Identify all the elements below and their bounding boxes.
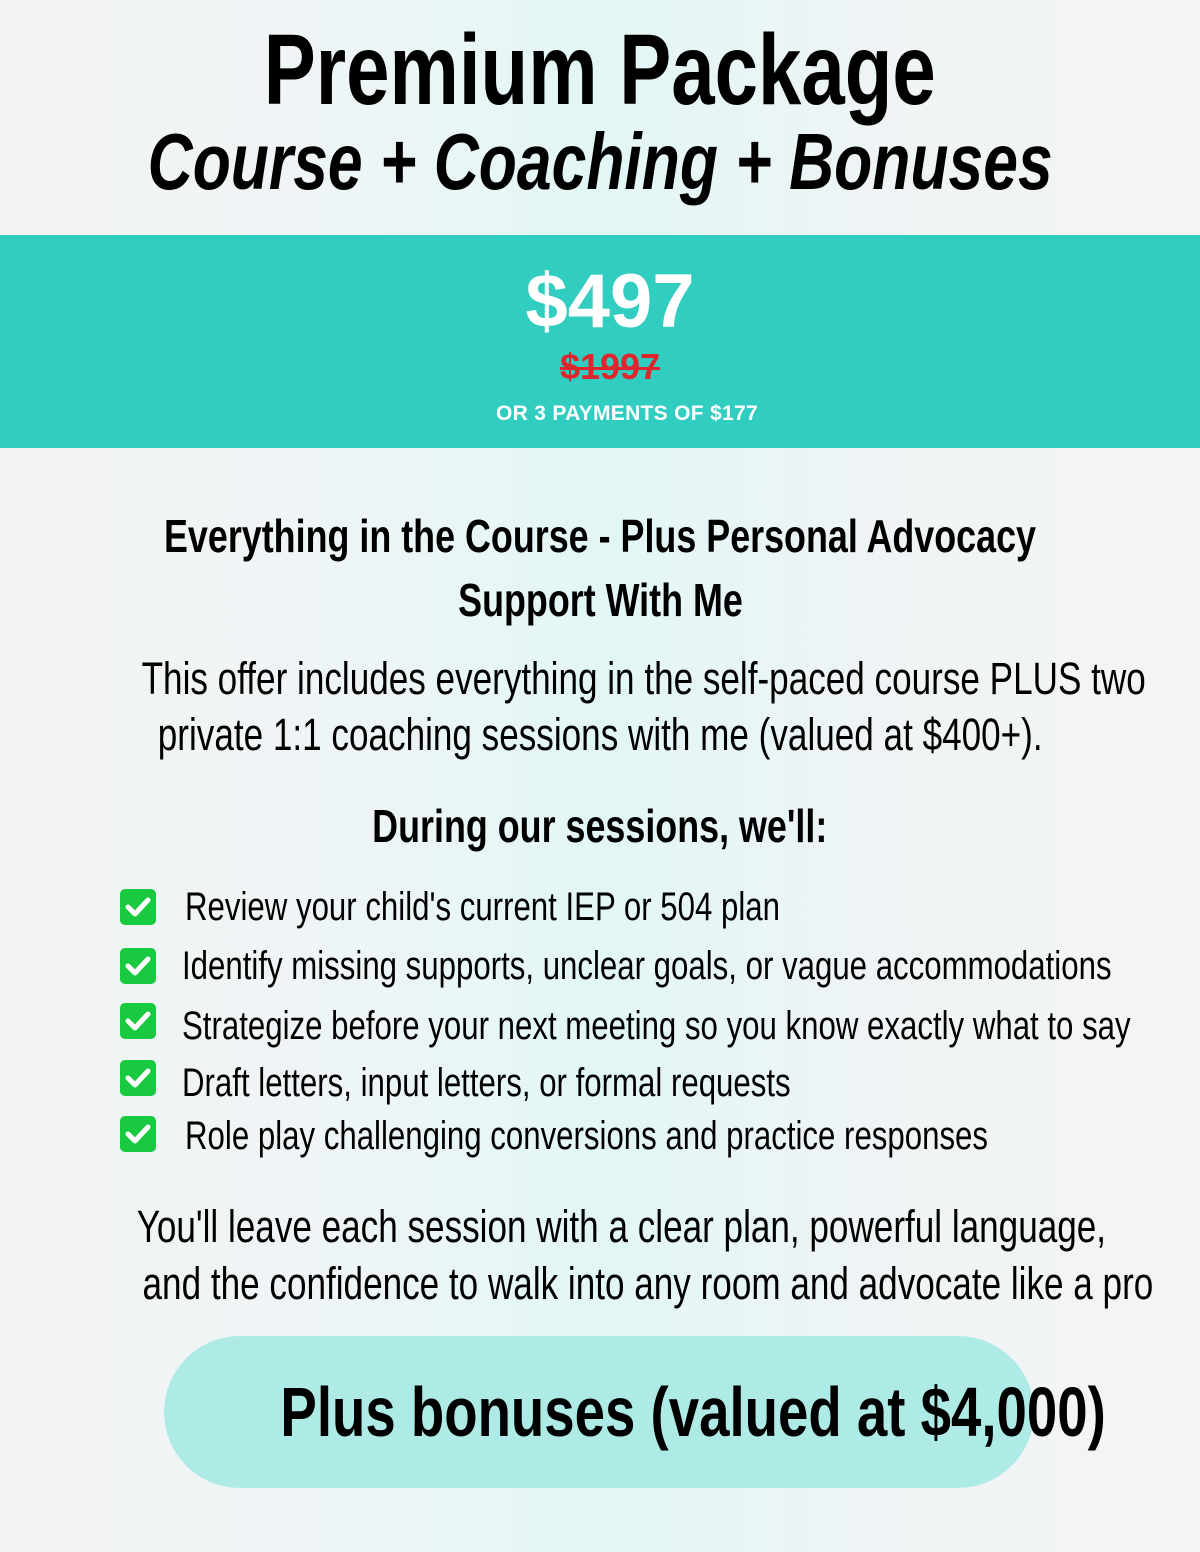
- package-subtitle-text: Course + Coaching + Bonuses: [147, 117, 1053, 206]
- sessions-heading-text: During our sessions, we'll:: [372, 800, 828, 852]
- bonus-banner: [164, 1336, 1106, 1488]
- intro-body-text-1: This offer includes everything in the self-paced course PLUS two: [141, 653, 1146, 704]
- sessions-heading: [0, 796, 1200, 856]
- checklist-item: [120, 1058, 1160, 1108]
- package-subtitle: [0, 116, 1200, 208]
- checklist-item: [120, 1001, 1160, 1051]
- intro-body-text-2: private 1:1 coaching sessions with me (valued at $400+).: [157, 709, 1043, 760]
- checklist-item: [120, 882, 1160, 932]
- intro-body-line-2: [0, 707, 1200, 763]
- current-price: $497: [525, 259, 695, 344]
- closing-text-2: and the confidence to walk into any room and advocate like a pro: [142, 1258, 1154, 1309]
- checklist-item: [120, 1111, 1160, 1161]
- closing-line-2: [0, 1256, 1200, 1312]
- package-title-text: Premium Package: [263, 14, 937, 126]
- checkbox-checked-icon: [120, 1003, 156, 1039]
- checklist-item-label: Role play challenging conversions and practice responses: [185, 1114, 989, 1158]
- checklist-item-label: Identify missing supports, unclear goals, or vague accommodations: [182, 944, 1112, 988]
- intro-heading-text-1: Everything in the Course - Plus Personal Advocacy: [163, 510, 1036, 562]
- bonus-label-text: Plus bonuses (valued at $4,000): [280, 1373, 1106, 1451]
- intro-heading-line-2: [0, 570, 1200, 630]
- intro-body-line-1: [0, 651, 1200, 707]
- checkbox-checked-icon: [120, 948, 156, 984]
- payment-plan: OR 3 PAYMENTS OF $177: [496, 402, 758, 425]
- checklist-item-label: Review your child's current IEP or 504 plan: [185, 885, 781, 929]
- checklist-item-label: Draft letters, input letters, or formal requests: [182, 1061, 791, 1105]
- closing-text-1: You'll leave each session with a clear plan, powerful language,: [136, 1201, 1107, 1252]
- checklist-item: [120, 941, 1160, 991]
- intro-heading-line-1: [0, 506, 1200, 566]
- intro-heading-text-2: Support With Me: [457, 574, 743, 626]
- checkbox-checked-icon: [120, 1116, 156, 1152]
- price-banner: [0, 235, 1200, 448]
- original-price: [0, 345, 1200, 389]
- checklist-item-label: Strategize before your next meeting so you know exactly what to say: [182, 1004, 1131, 1048]
- closing-line-1: [0, 1199, 1200, 1255]
- original-price-text: $1997: [559, 346, 661, 387]
- checkbox-checked-icon: [120, 889, 156, 925]
- bonus-label: [164, 1336, 1106, 1488]
- package-title: [0, 14, 1200, 126]
- checkbox-checked-icon: [120, 1060, 156, 1096]
